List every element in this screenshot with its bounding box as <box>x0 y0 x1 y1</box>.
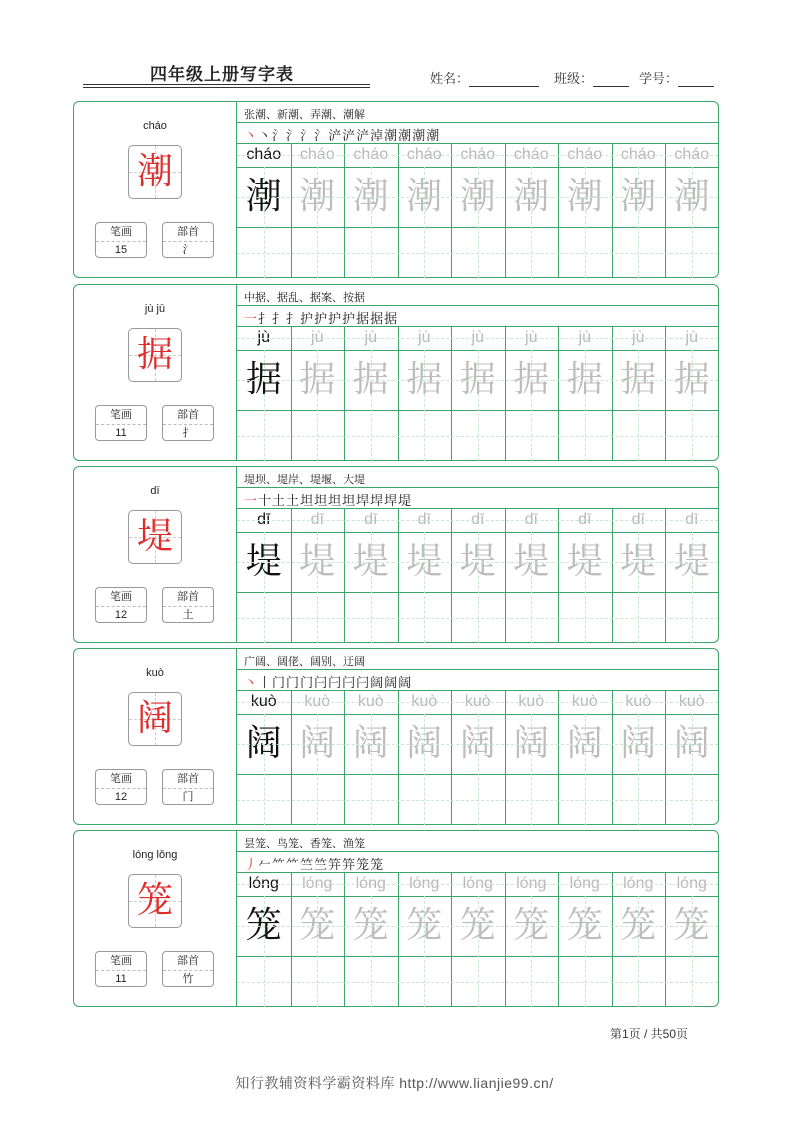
row-line <box>237 305 718 306</box>
practice-pinyin: dī <box>310 511 324 528</box>
character-card <box>73 101 719 278</box>
stroke-step: 笼 <box>370 858 385 873</box>
row-line <box>237 690 718 691</box>
stroke-step: 浐 <box>356 129 371 144</box>
card-info-panel <box>74 831 236 1006</box>
practice-pinyin: kuò <box>357 693 384 710</box>
practice-char: 潮 <box>459 176 496 217</box>
practice-pinyin: dī <box>471 511 485 528</box>
radical-label: 部首 <box>163 952 213 971</box>
practice-pinyin: jù <box>578 329 591 346</box>
practice-pinyin: dī <box>524 511 538 528</box>
practice-pinyin: cháo <box>674 146 710 163</box>
strokes-label: 笔画 <box>96 952 146 971</box>
character-box <box>128 328 182 382</box>
practice-char: 堤 <box>566 541 603 582</box>
stroke-step: 氵 <box>272 129 287 144</box>
practice-char: 堤 <box>245 541 282 582</box>
stroke-step: 笼 <box>356 858 371 873</box>
stroke-step: 竺 <box>314 858 329 873</box>
character-card <box>73 648 719 825</box>
practice-char: 笼 <box>459 905 496 946</box>
radical-box <box>162 769 214 805</box>
practice-char: 堤 <box>459 541 496 582</box>
stroke-step: 垾 <box>356 494 371 509</box>
row-line <box>237 669 718 670</box>
practice-pinyin: lóng <box>409 875 440 892</box>
guide-line <box>237 436 718 437</box>
practice-pinyin: jù <box>364 329 377 346</box>
page-number: 第1页 / 共50页 <box>610 1027 689 1041</box>
name-field[interactable] <box>430 68 539 87</box>
stroke-step: 潮 <box>426 129 441 144</box>
guide-line <box>237 618 718 619</box>
practice-char: 潮 <box>245 176 282 217</box>
practice-pinyin: lóng <box>676 875 707 892</box>
practice-pinyin: lóng <box>569 875 600 892</box>
stroke-step: 丶 <box>244 129 259 144</box>
stroke-step: 坦 <box>328 494 343 509</box>
practice-pinyin: dī <box>631 511 645 528</box>
practice-pinyin: jù <box>257 329 270 346</box>
practice-char: 堤 <box>673 541 710 582</box>
practice-char: 据 <box>299 359 336 400</box>
radical-value: 竹 <box>182 973 194 985</box>
stroke-order <box>244 490 412 509</box>
number-label: 学号： <box>639 71 679 86</box>
practice-char: 据 <box>513 359 550 400</box>
practice-char: 潮 <box>566 176 603 217</box>
practice-pinyin: dī <box>578 511 592 528</box>
title-underline-2 <box>83 87 370 88</box>
example-words: 堤坝、堤岸、堤堰、大堤 <box>244 474 365 486</box>
stroke-step: 一 <box>244 312 259 327</box>
name-blank[interactable] <box>469 72 539 87</box>
strokes-count: 11 <box>115 427 127 439</box>
character: 堤 <box>136 516 173 557</box>
row-line <box>237 508 718 509</box>
practice-pinyin: kuò <box>518 693 545 710</box>
stroke-step: 浐 <box>342 129 357 144</box>
guide-line <box>237 520 718 521</box>
guide-line <box>237 253 718 254</box>
stroke-step: 浐 <box>328 129 343 144</box>
radical-label: 部首 <box>163 406 213 425</box>
stroke-step: 潮 <box>398 129 413 144</box>
strokes-count: 11 <box>115 973 127 985</box>
example-words: 昙笼、鸟笼、香笼、渔笼 <box>244 838 365 850</box>
stroke-step: 竺 <box>300 858 315 873</box>
practice-char: 笼 <box>566 905 603 946</box>
practice-char: 堤 <box>352 541 389 582</box>
practice-char: 阔 <box>459 723 496 764</box>
stroke-step: 据 <box>384 312 399 327</box>
practice-pinyin: dī <box>364 511 378 528</box>
radical-value: 扌 <box>182 427 194 439</box>
stroke-step: 笄 <box>342 858 357 873</box>
character: 笼 <box>136 880 173 921</box>
row-line <box>237 487 718 488</box>
practice-pinyin: cháo <box>299 146 335 163</box>
guide-line <box>237 982 718 983</box>
row-line <box>237 872 718 873</box>
practice-pinyin: lóng <box>248 875 279 892</box>
practice-char: 潮 <box>406 176 443 217</box>
character-box <box>128 874 182 928</box>
stroke-step: 扌 <box>272 312 287 327</box>
stroke-step: 扌 <box>258 312 273 327</box>
practice-pinyin: cháo <box>620 146 656 163</box>
practice-pinyin: kuò <box>464 693 491 710</box>
practice-char: 笼 <box>673 905 710 946</box>
stroke-step: 氵 <box>286 129 301 144</box>
stroke-step: 氵 <box>314 129 329 144</box>
practice-pinyin: cháo <box>460 146 496 163</box>
page-title: 四年级上册写字表 <box>150 65 294 84</box>
strokes-box <box>95 951 147 987</box>
example-words: 张潮、新潮、弄潮、潮解 <box>244 109 365 121</box>
practice-char: 据 <box>459 359 496 400</box>
card-info-panel <box>74 649 236 824</box>
practice-char: 潮 <box>673 176 710 217</box>
practice-pinyin: kuò <box>304 693 331 710</box>
strokes-count: 12 <box>114 791 128 803</box>
stroke-step: 闩 <box>328 676 343 691</box>
practice-pinyin: kuò <box>571 693 598 710</box>
stroke-step: 阔 <box>384 676 399 691</box>
strokes-count: 12 <box>114 609 128 621</box>
example-words: 中据、据乱、据案、按据 <box>244 292 365 304</box>
guide-line <box>237 197 718 198</box>
practice-char: 潮 <box>620 176 657 217</box>
character-card <box>73 830 719 1007</box>
stroke-step: 十 <box>258 494 273 509</box>
radical-label: 部首 <box>163 588 213 607</box>
practice-char: 据 <box>245 359 282 400</box>
character-card <box>73 284 719 461</box>
practice-char: 笼 <box>245 905 282 946</box>
practice-pinyin: cháo <box>406 146 442 163</box>
class-field[interactable] <box>554 68 629 87</box>
stroke-step: 据 <box>370 312 385 327</box>
practice-char: 阔 <box>673 723 710 764</box>
practice-pinyin: jù <box>632 329 645 346</box>
card-pinyin: lóng lǒng <box>132 849 178 861</box>
practice-pinyin: lóng <box>302 875 333 892</box>
stroke-step: 淖 <box>370 129 385 144</box>
stroke-step: 坦 <box>300 494 315 509</box>
practice-char: 潮 <box>299 176 336 217</box>
practice-char: 据 <box>673 359 710 400</box>
stroke-step: 扌 <box>286 312 301 327</box>
practice-char: 阔 <box>406 723 443 764</box>
stroke-step: 土 <box>286 494 301 509</box>
practice-pinyin: dī <box>685 511 699 528</box>
practice-pinyin: jù <box>418 329 431 346</box>
stroke-step: 护 <box>328 312 343 327</box>
strokes-label: 笔画 <box>96 770 146 789</box>
practice-char: 阔 <box>352 723 389 764</box>
example-words: 广阔、阔佬、阔别、迂阔 <box>244 656 365 668</box>
name-label: 姓名： <box>430 71 470 86</box>
card-info-panel <box>74 285 236 460</box>
stroke-step: 门 <box>286 676 301 691</box>
radical-box <box>162 222 214 258</box>
radical-box <box>162 587 214 623</box>
strokes-box <box>95 769 147 805</box>
practice-pinyin: cháo <box>567 146 603 163</box>
class-blank[interactable] <box>593 72 629 87</box>
practice-pinyin: kuò <box>411 693 438 710</box>
stroke-step: 门 <box>300 676 315 691</box>
card-pinyin: cháo <box>143 120 167 132</box>
character-box <box>128 510 182 564</box>
stroke-step: 闩 <box>314 676 329 691</box>
practice-pinyin: lóng <box>516 875 547 892</box>
practice-char: 据 <box>406 359 443 400</box>
practice-pinyin: cháo <box>353 146 389 163</box>
practice-char: 笼 <box>513 905 550 946</box>
practice-char: 笼 <box>620 905 657 946</box>
stroke-step: 𠂉 <box>258 858 273 873</box>
guide-line <box>237 884 718 885</box>
practice-pinyin: kuò <box>250 693 277 710</box>
practice-char: 笼 <box>352 905 389 946</box>
stroke-order <box>244 308 398 327</box>
strokes-box <box>95 405 147 441</box>
character-card <box>73 466 719 643</box>
strokes-label: 笔画 <box>96 588 146 607</box>
stroke-order <box>244 854 384 873</box>
stroke-step: 坦 <box>342 494 357 509</box>
character: 阔 <box>136 698 173 739</box>
practice-pinyin: lóng <box>462 875 493 892</box>
practice-char: 潮 <box>513 176 550 217</box>
title-underline <box>83 84 370 85</box>
stroke-step: 闩 <box>342 676 357 691</box>
guide-line <box>237 380 718 381</box>
practice-char: 阔 <box>513 723 550 764</box>
row-line <box>237 122 718 123</box>
guide-line <box>237 338 718 339</box>
practice-pinyin: jù <box>685 329 698 346</box>
practice-pinyin: kuò <box>625 693 652 710</box>
practice-char: 潮 <box>352 176 389 217</box>
stroke-step: 丿 <box>244 858 259 873</box>
radical-label: 部首 <box>163 770 213 789</box>
stroke-step: 阔 <box>398 676 413 691</box>
stroke-step: 护 <box>314 312 329 327</box>
row-line <box>237 326 718 327</box>
class-label: 班级： <box>554 71 594 86</box>
stroke-step: 护 <box>342 312 357 327</box>
stroke-step: 丶 <box>258 129 273 144</box>
practice-char: 堤 <box>513 541 550 582</box>
radical-value: 土 <box>182 609 194 621</box>
stroke-step: 垾 <box>370 494 385 509</box>
character: 据 <box>136 334 173 375</box>
number-field[interactable] <box>639 68 714 87</box>
stroke-step: 门 <box>272 676 287 691</box>
stroke-step: 氵 <box>300 129 315 144</box>
card-pinyin: kuò <box>146 667 164 679</box>
stroke-step: ⺮ <box>286 858 301 873</box>
stroke-step: 护 <box>300 312 315 327</box>
stroke-step: 垾 <box>384 494 399 509</box>
card-pinyin: dī <box>150 485 160 497</box>
strokes-label: 笔画 <box>96 223 146 242</box>
radical-label: 部首 <box>163 223 213 242</box>
stroke-step: 笄 <box>328 858 343 873</box>
guide-line <box>237 702 718 703</box>
radical-box <box>162 951 214 987</box>
practice-pinyin: cháo <box>246 146 282 163</box>
card-info-panel <box>74 102 236 277</box>
practice-pinyin: jù <box>311 329 324 346</box>
strokes-box <box>95 587 147 623</box>
practice-char: 笼 <box>299 905 336 946</box>
practice-char: 据 <box>620 359 657 400</box>
practice-pinyin: lóng <box>355 875 386 892</box>
stroke-step: 潮 <box>412 129 427 144</box>
guide-line <box>237 926 718 927</box>
practice-pinyin: jù <box>525 329 538 346</box>
stroke-order <box>244 672 412 691</box>
practice-char: 据 <box>352 359 389 400</box>
strokes-box <box>95 222 147 258</box>
practice-pinyin: jù <box>471 329 484 346</box>
radical-value: 氵 <box>182 244 194 256</box>
strokes-label: 笔画 <box>96 406 146 425</box>
character: 潮 <box>136 151 173 192</box>
stroke-step: 闩 <box>356 676 371 691</box>
stroke-step: 一 <box>244 494 259 509</box>
stroke-step: 丨 <box>258 676 273 691</box>
stroke-step: ⺮ <box>272 858 287 873</box>
radical-value: 门 <box>182 791 194 803</box>
practice-char: 阔 <box>299 723 336 764</box>
strokes-count: 15 <box>114 244 128 256</box>
practice-pinyin: cháo <box>513 146 549 163</box>
guide-line <box>237 744 718 745</box>
practice-char: 堤 <box>406 541 443 582</box>
row-line <box>237 851 718 852</box>
stroke-step: 堤 <box>398 494 413 509</box>
practice-char: 堤 <box>620 541 657 582</box>
guide-line <box>237 155 718 156</box>
practice-char: 堤 <box>299 541 336 582</box>
character-box <box>128 145 182 199</box>
site-footer: 知行教辅资料学霸资料库 http://www.lianjie99.cn/ <box>235 1075 554 1091</box>
row-line <box>237 143 718 144</box>
number-blank[interactable] <box>678 72 714 87</box>
practice-pinyin: kuò <box>678 693 705 710</box>
practice-char: 笼 <box>406 905 443 946</box>
stroke-step: 据 <box>356 312 371 327</box>
guide-line <box>237 800 718 801</box>
practice-pinyin: dī <box>417 511 431 528</box>
radical-box <box>162 405 214 441</box>
practice-char: 阔 <box>566 723 603 764</box>
card-pinyin: jù jū <box>144 303 166 315</box>
stroke-step: 阔 <box>370 676 385 691</box>
stroke-order <box>244 125 440 144</box>
practice-char: 阔 <box>620 723 657 764</box>
character-box <box>128 692 182 746</box>
stroke-step: 土 <box>272 494 287 509</box>
guide-line <box>237 562 718 563</box>
practice-pinyin: lóng <box>623 875 654 892</box>
stroke-step: 潮 <box>384 129 399 144</box>
card-info-panel <box>74 467 236 642</box>
practice-char: 据 <box>566 359 603 400</box>
practice-pinyin: dī <box>257 511 271 528</box>
stroke-step: 丶 <box>244 676 259 691</box>
practice-char: 阔 <box>245 723 282 764</box>
stroke-step: 坦 <box>314 494 329 509</box>
